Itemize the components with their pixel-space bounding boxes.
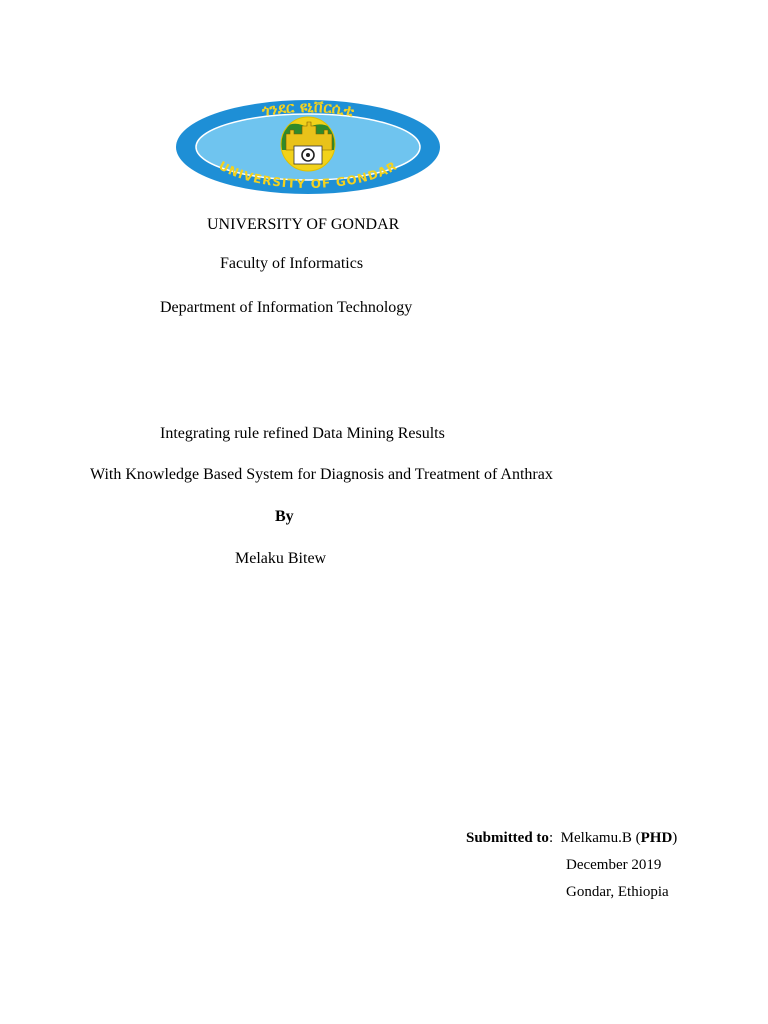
submission-place: Gondar, Ethiopia [566, 884, 669, 900]
by-label: By [275, 508, 294, 525]
submission-date: December 2019 [566, 857, 662, 873]
thesis-title-line-1: Integrating rule refined Data Mining Results [160, 425, 445, 442]
faculty-name: Faculty of Informatics [220, 255, 364, 272]
logo-bottom-text: UNIVERSITY OF GONDAR [216, 158, 400, 192]
thesis-title-line-2: With Knowledge Based System for Diagnosis and Treatment of Anthrax [90, 466, 553, 483]
advisor-close-paren: ) [672, 830, 678, 846]
author-name: Melaku Bitew [235, 550, 327, 567]
submitted-to-separator: : [548, 830, 554, 846]
university-name: UNIVERSITY OF GONDAR [207, 216, 400, 233]
department-name: Department of Information Technology [160, 299, 413, 316]
university-logo [174, 98, 442, 196]
submitted-to-label: Submitted to [466, 830, 549, 846]
advisor-degree: PHD [640, 830, 673, 846]
logo-top-text: ጎንደር ዩኒቨርሲቲ [260, 98, 356, 121]
submission-line [466, 828, 677, 848]
advisor-name: Melkamu.B ( [560, 830, 641, 846]
